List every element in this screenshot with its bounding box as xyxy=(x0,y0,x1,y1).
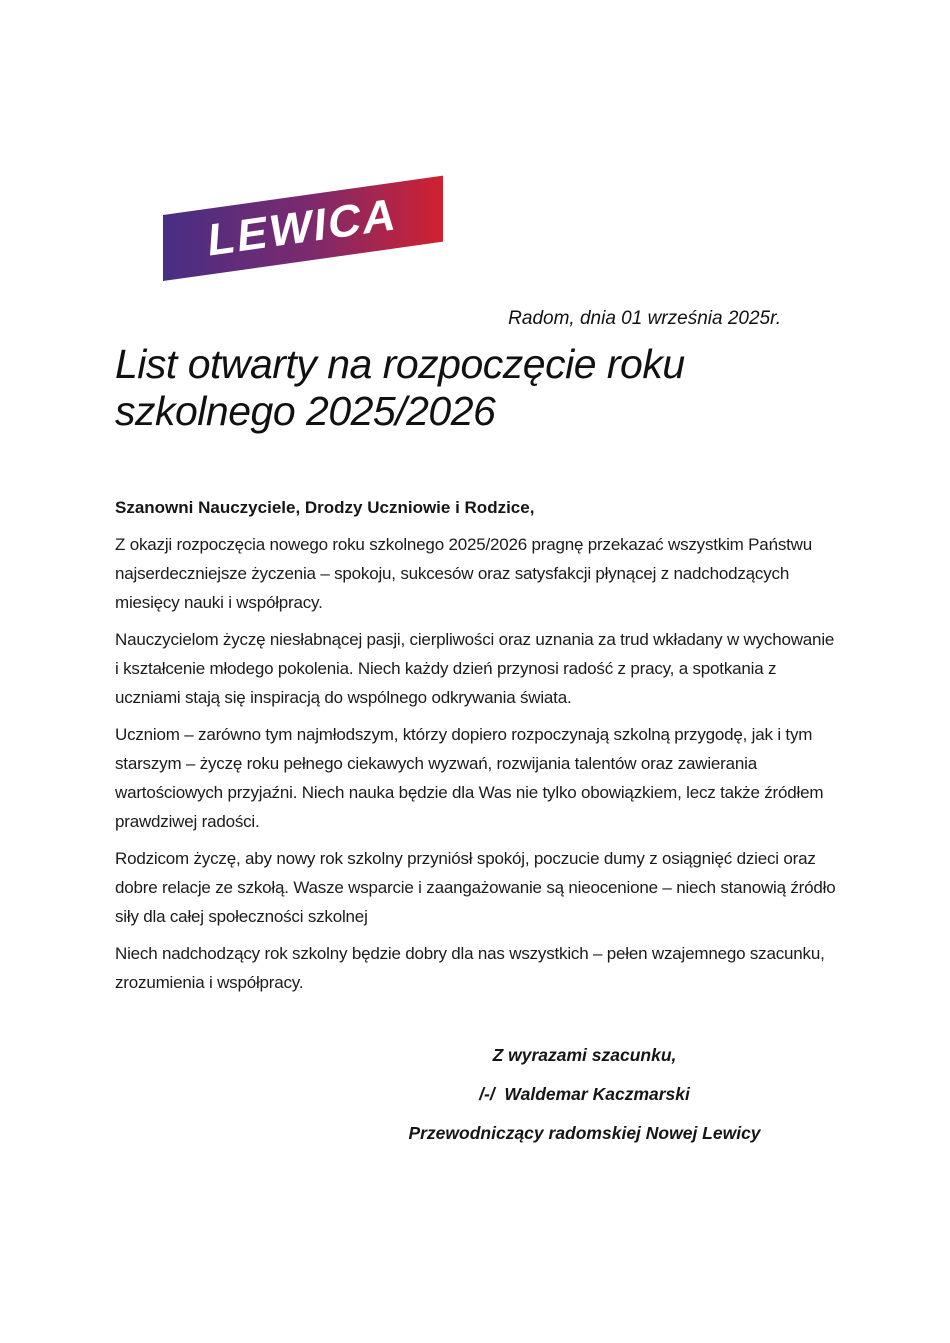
signature-name: /-/ Waldemar Kaczmarski xyxy=(479,1084,690,1104)
lewica-logo xyxy=(163,176,443,281)
signature-role: Przewodniczący radomskiej Nowej Lewicy xyxy=(408,1123,761,1143)
lewica-logo-text: LEWICA xyxy=(206,187,400,266)
letter-content xyxy=(115,307,839,1162)
paragraph-wishes-all: Z okazji rozpoczęcia nowego roku szkolnego 2025/2026 pragnę przekazać wszystkim Państwu najserdeczniejsze życzenia – spokoju, sukcesów oraz satysfakcji płynącej z nadchodzących miesięcy nauki i współpracy. xyxy=(115,535,812,612)
signature-closing: Z wyrazami szacunku, xyxy=(492,1045,677,1065)
salutation: Szanowni Nauczyciele, Drodzy Uczniowie i Rodzice, xyxy=(115,498,535,517)
signature-block xyxy=(330,1045,839,1143)
paragraph-closing-wish: Niech nadchodzący rok szkolny będzie dobry dla nas wszystkich – pełen wzajemnego szacunku, zrozumienia i współpracy. xyxy=(115,944,825,992)
letter-title: List otwarty na rozpoczęcie roku szkolnego 2025/2026 xyxy=(115,341,685,434)
paragraph-students: Uczniom – zarówno tym najmłodszym, którzy dopiero rozpoczynają szkolną przygodę, jak i tym starszym – życzę roku pełnego ciekawych wyzwań, rozwijania talentów oraz zawierania wartościowych przyjaźni. Niech nauka będzie dla Was nie tylko obowiązkiem, lecz także źródłem prawdziwej radości. xyxy=(115,725,824,831)
paragraph-parents: Rodzicom życzę, aby nowy rok szkolny przyniósł spokój, poczucie dumy z osiągnięć dzieci oraz dobre relacje ze szkołą. Wasze wsparcie i zaangażowanie są nieocenione – niech stanowią źródło siły dla całej społeczności szkolnej xyxy=(115,849,836,926)
dateline: Radom, dnia 01 września 2025r. xyxy=(508,308,781,329)
paragraph-teachers: Nauczycielom życzę niesłabnącej pasji, cierpliwości oraz uznania za trud wkładany w wychowanie i kształcenie młodego pokolenia. Niech każdy dzień przynosi radość z pracy, a spotkania z uczniami stają się inspiracją do wspólnego odkrywania świata. xyxy=(115,630,835,707)
